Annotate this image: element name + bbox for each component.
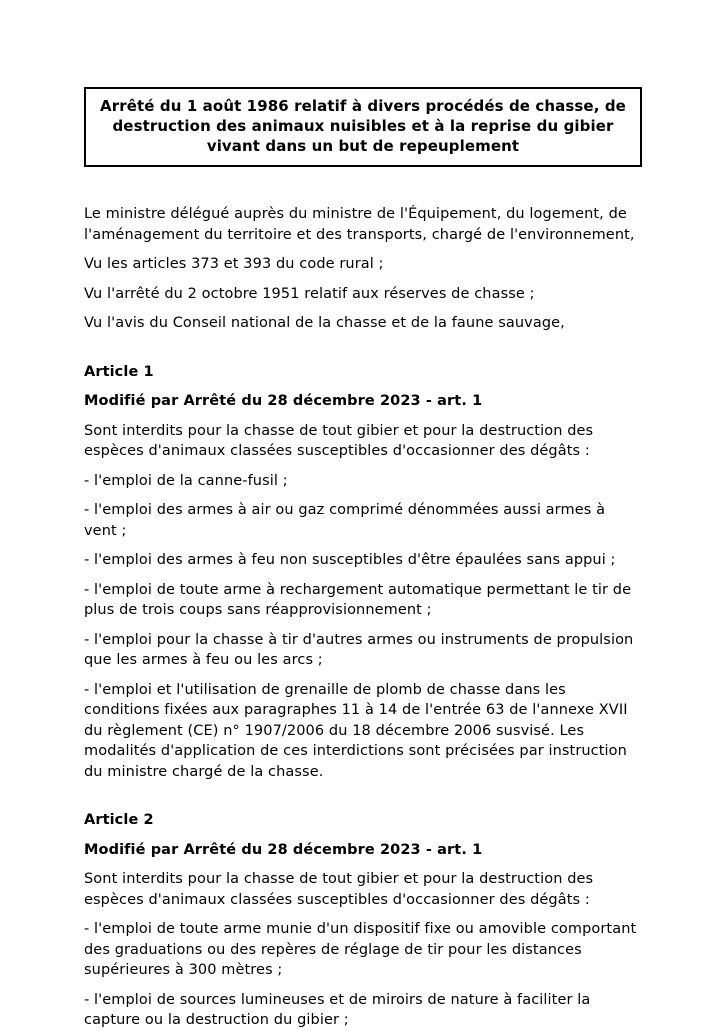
article-2-section bbox=[84, 810, 642, 1031]
article-1-item-propulsion: - l'emploi pour la chasse à tir d'autres armes ou instruments de propulsion que les armes à feu ou les arcs ; bbox=[84, 631, 634, 668]
preamble-paragraph-vu-avis: Vu l'avis du Conseil national de la chasse et de la faune sauvage, bbox=[84, 315, 565, 331]
article-1-heading: Article 1 bbox=[84, 363, 154, 380]
document-title: Arrêté du 1 août 1986 relatif à divers procédés de chasse, de destruction des animaux nuisibles et à la reprise du gibier vivant dans un but de repeuplement bbox=[100, 97, 626, 155]
article-1-section bbox=[84, 362, 642, 783]
article-2-item-dispositif-reglage: - l'emploi de toute arme munie d'un dispositif fixe ou amovible comportant des graduations ou des repères de réglage de tir pour les distances supérieures à 300 mètres ; bbox=[84, 921, 637, 978]
article-2-item-sources-lumineuses: - l'emploi de sources lumineuses et de miroirs de nature à faciliter la capture ou la destruction du gibier ; bbox=[84, 991, 591, 1028]
document-title-box bbox=[84, 87, 642, 167]
preamble-paragraph-vu-arrete: Vu l'arrêté du 2 octobre 1951 relatif aux réserves de chasse ; bbox=[84, 285, 535, 302]
article-2-heading: Article 2 bbox=[84, 812, 154, 828]
article-1-item-rechargement: - l'emploi de toute arme à rechargement automatique permettant le tir de plus de trois coups sans réapprovisionnement ; bbox=[84, 581, 632, 618]
article-1-intro: Sont interdits pour la chasse de tout gibier et pour la destruction des espèces d'animaux classées susceptibles d'occasionner des dégâts : bbox=[84, 422, 594, 459]
article-1-item-armes-air: - l'emploi des armes à air ou gaz comprimé dénommées aussi armes à vent ; bbox=[84, 502, 606, 539]
preamble-paragraph-vu-articles: Vu les articles 373 et 393 du code rural ; bbox=[84, 256, 384, 272]
article-1-modified-by: Modifié par Arrêté du 28 décembre 2023 - art. 1 bbox=[84, 393, 483, 409]
article-1-item-grenaille-plomb: - l'emploi et l'utilisation de grenaille de plomb de chasse dans les conditions fixées aux paragraphes 11 à 14 de l'entrée 63 de l'annexe XVII du règlement (CE) n° 1907/2006 du 18 décembre 2006 susvisé. Les modalités d'application de ces interdictions sont précisées par instruction du ministre chargé de la chasse. bbox=[84, 681, 628, 780]
article-1-item-armes-feu: - l'emploi des armes à feu non susceptibles d'être épaulées sans appui ; bbox=[84, 552, 616, 568]
article-1-item-canne-fusil: - l'emploi de la canne-fusil ; bbox=[84, 472, 288, 489]
article-2-modified-by: Modifié par Arrêté du 28 décembre 2023 - art. 1 bbox=[84, 841, 483, 858]
preamble-paragraph-ministre: Le ministre délégué auprès du ministre de l'Équipement, du logement, de l'aménagement du territoire et des transports, chargé de l'environnement, bbox=[84, 206, 635, 243]
article-2-intro: Sont interdits pour la chasse de tout gibier et pour la destruction des espèces d'animaux classées susceptibles d'occasionner des dégâts : bbox=[84, 871, 594, 908]
